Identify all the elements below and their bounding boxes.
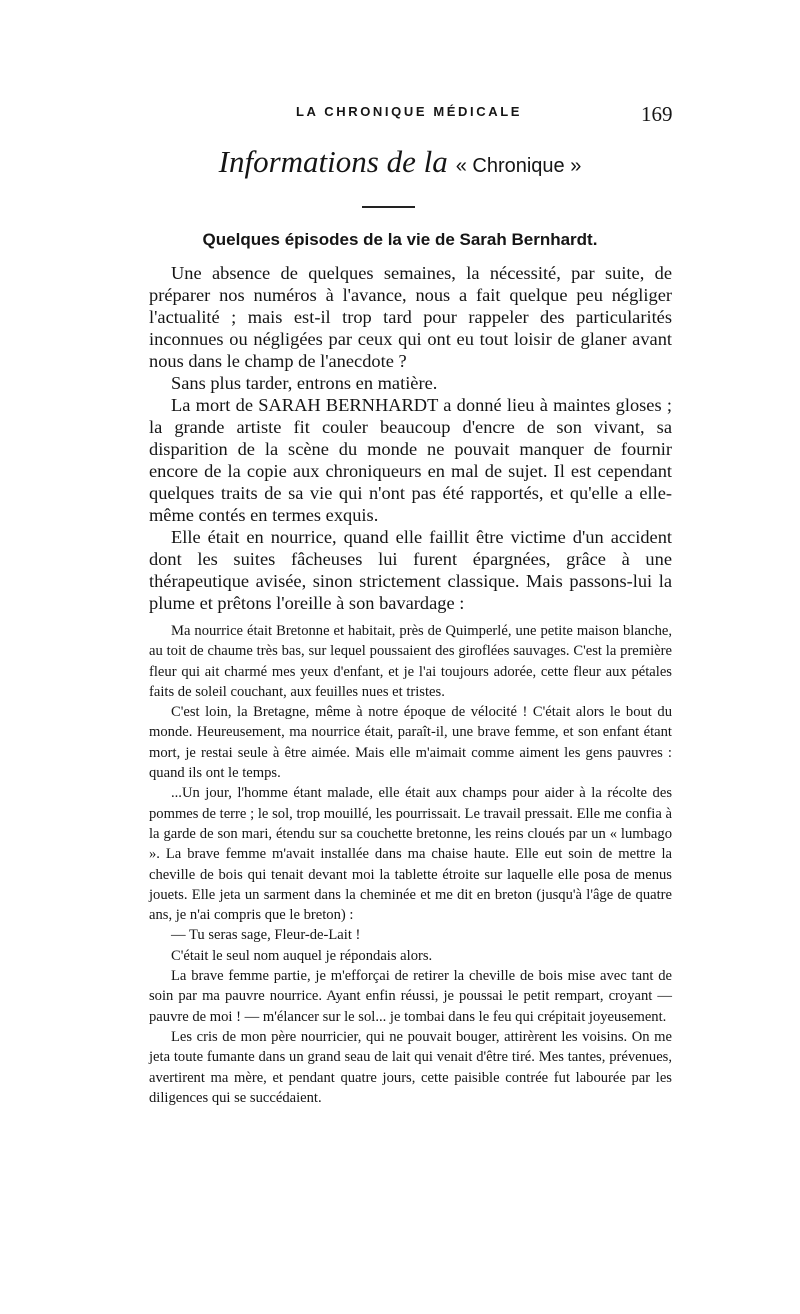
article-subtitle: Quelques épisodes de la vie de Sarah Bernhardt. — [202, 230, 598, 249]
section-title-quoted: « Chronique » — [455, 155, 582, 177]
quote-paragraph: Les cris de mon père nourricier, qui ne pouvait bouger, attirèrent les voisins. On me jeta toute fumante dans un grand seau de lait qui venait d'être tiré. Mes tantes, prévenues, avertirent ma mère, et pendant quatre jours, cette paisible contrée fut labourée par les diligences qui se succédaient. — [149, 1028, 672, 1106]
paragraph: Elle était en nourrice, quand elle faillit être victime d'un accident dont les suites fâcheuses lui furent épargnées, grâce à une thérapeutique avisée, sinon strictement classique. Mais passons-lui la plume et prêtons l'oreille à son bavardage : — [149, 527, 672, 613]
quote-paragraph: Ma nourrice était Bretonne et habitait, près de Quimperlé, une petite maison blanche, au toit de chaume très bas, sur lequel poussaient des giroflées sauvages. C'est la première fleur qui ait charmé mes yeux d'enfant, et je l'ai toujours adorée, cette fleur aux pétales faits de soleil couchant, aux feuilles nues et tristes. — [149, 623, 672, 700]
paragraph: Une absence de quelques semaines, la nécessité, par suite, de préparer nos numéros à l'avance, nous a fait quelque peu négliger l'actualité ; mais est-il trop tard pour rappeler des particularités inconnues ou négligées par ceux qui ont eu tout loisir de glaner avant nous dans le champ de l'anecdote ? — [149, 263, 672, 371]
quoted-passage — [149, 621, 672, 1108]
running-title: LA CHRONIQUE MÉDICALE — [296, 104, 523, 119]
quote-paragraph: C'est loin, la Bretagne, même à notre époque de vélocité ! C'était alors le bout du monde. Heureusement, ma nourrice était, paraît-il, une brave femme, et son enfant étant mort, je restai seule à être aimée. Mais elle m'aimait comme aiment les gens pauvres : quand ils ont le temps. — [149, 704, 672, 782]
section-title — [0, 144, 800, 180]
paragraph: Sans plus tarder, entrons en matière. — [171, 373, 438, 393]
quote-paragraph: ...Un jour, l'homme étant malade, elle était aux champs pour aider à la récolte des pommes de terre ; le sol, trop mouillé, les pourrissait. Le travail pressait. Elle me confia à la garde de son mari, étendu sur sa couchette bretonne, les reins cloués par un « lumbago ». La brave femme m'avait installée dans ma chaise haute. Elle eut soin de mettre la cheville de bois qui tenait devant moi la tablette étroite sur laquelle elle posa de menus jouets. Elle jeta un sarment dans la cheminée et me dit en breton (jusqu'à l'âge de quatre ans, je n'ai compris que le breton) : — [149, 785, 672, 924]
section-title-italic: Informations de la — [218, 144, 448, 179]
article-body — [149, 262, 672, 614]
quote-paragraph: — Tu seras sage, Fleur-de-Lait ! — [171, 927, 361, 944]
title-divider — [362, 206, 415, 208]
page-number: 169 — [641, 102, 673, 126]
paragraph: La mort de SARAH BERNHARDT a donné lieu à maintes gloses ; la grande artiste fit couler beaucoup d'encre de son vivant, sa disparition de la scène du monde ne pouvait manquer de fournir encore de la copie aux chroniqueurs en mal de sujet. Il est cependant quelques traits de sa vie qui n'ont pas été rapportés, et qu'elle a elle-même contés en termes exquis. — [149, 395, 672, 525]
quote-paragraph: C'était le seul nom auquel je répondais alors. — [171, 947, 433, 964]
quote-paragraph: La brave femme partie, je m'efforçai de retirer la cheville de bois mise avec tant de soin par ma pauvre nourrice. Ayant enfin réussi, je poussai le petit rempart, croyant — pauvre de moi ! — m'élancer sur le sol... je tombai dans le feu qui crépitait joyeusement. — [149, 968, 672, 1025]
